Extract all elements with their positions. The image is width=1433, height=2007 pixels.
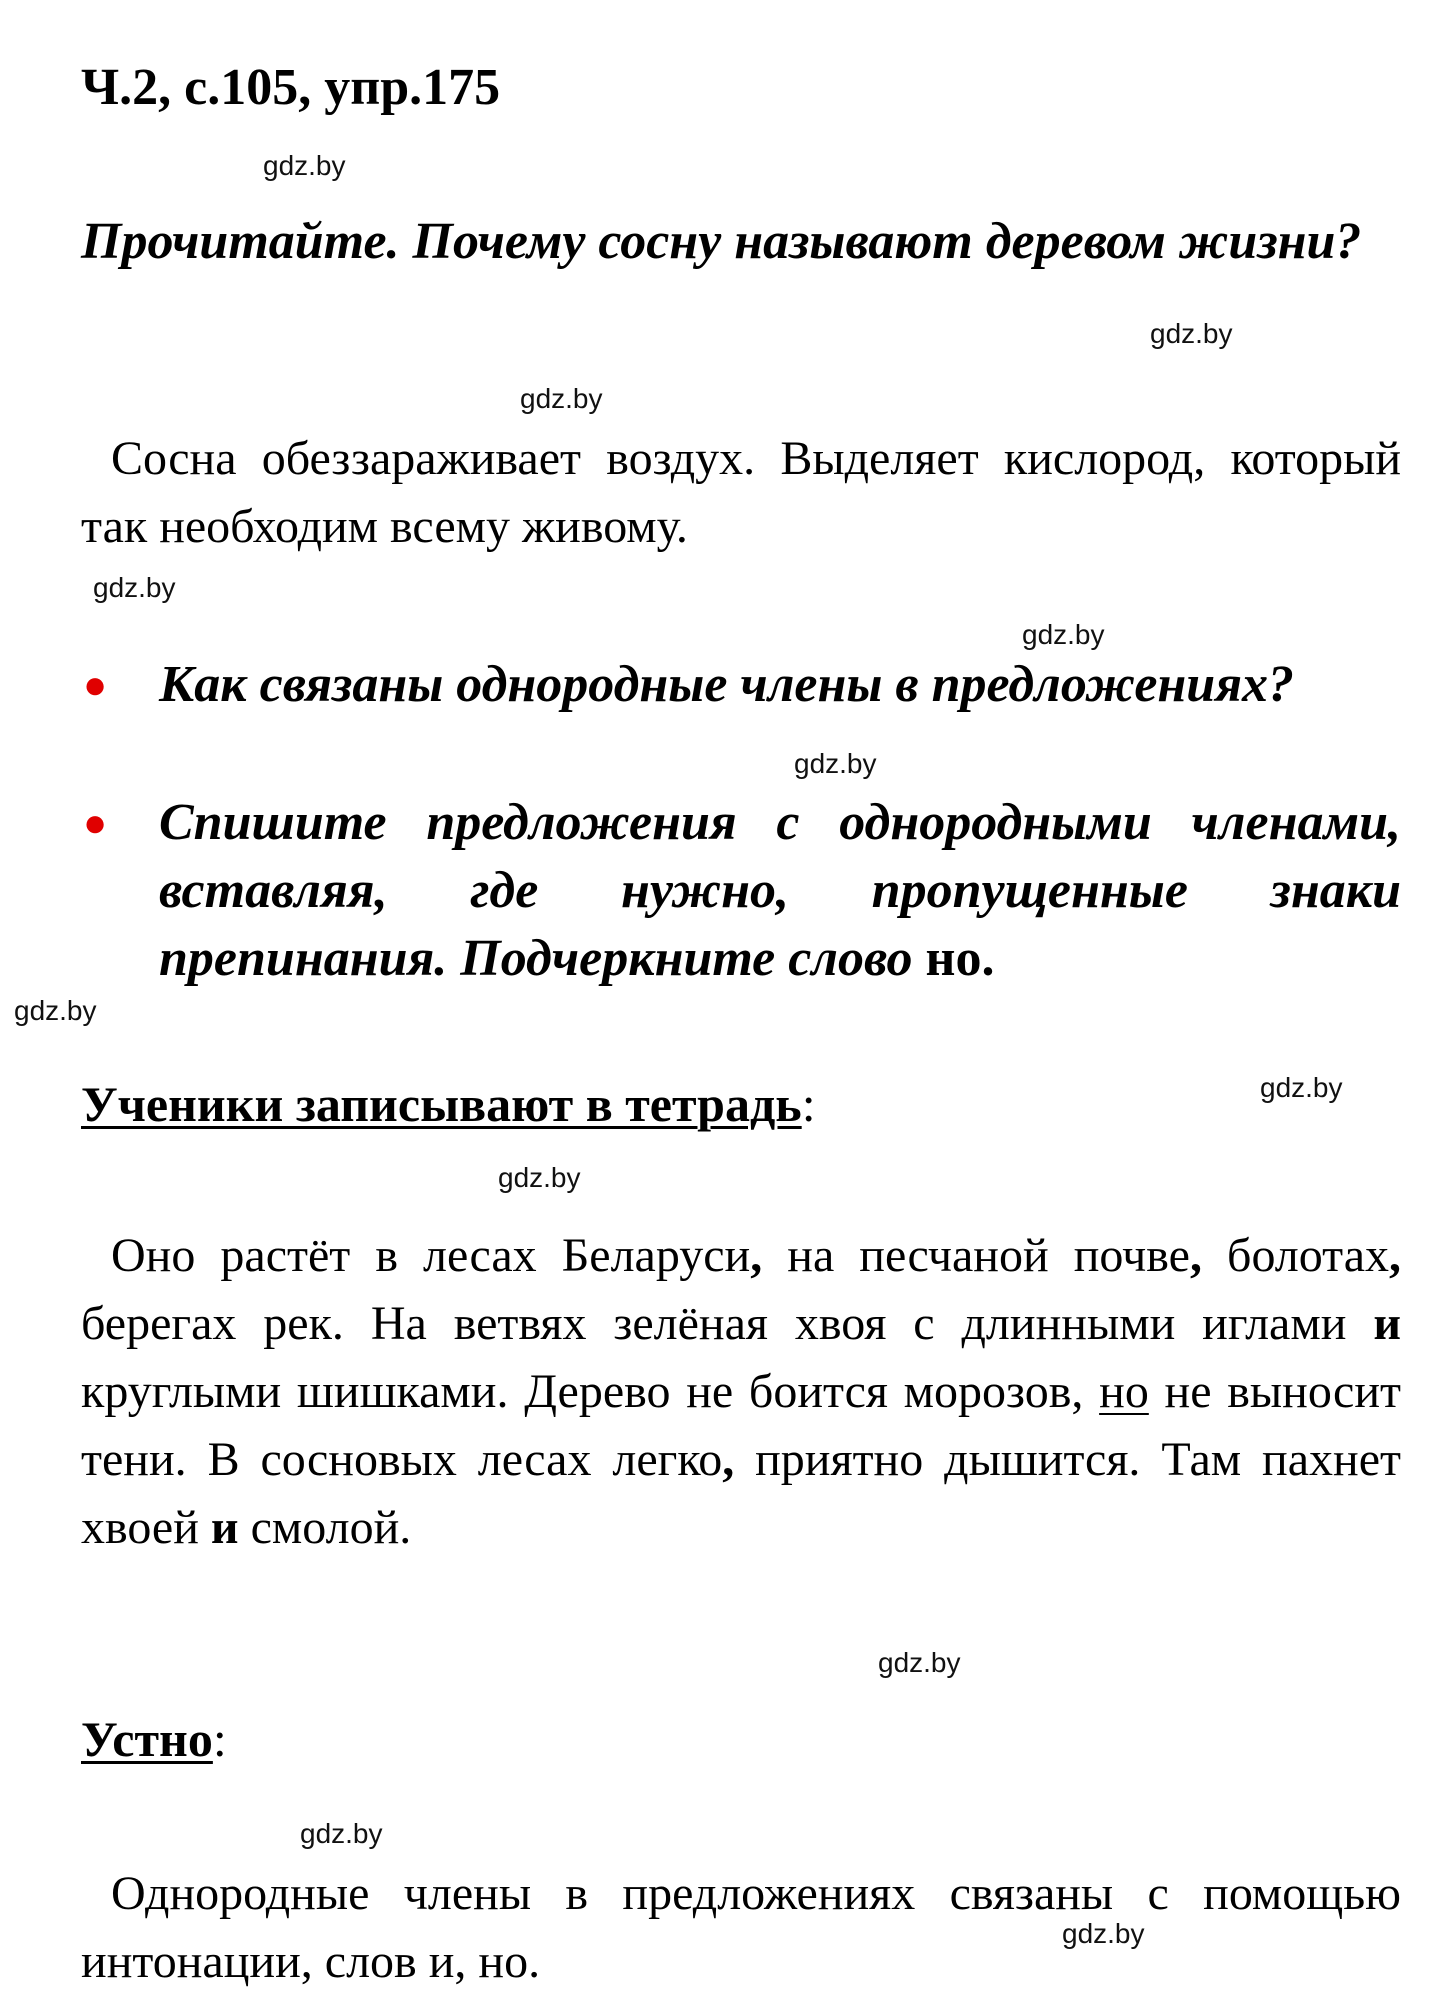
watermark: gdz.by [1150, 318, 1233, 349]
answer-text: смолой. [238, 1501, 412, 1554]
inserted-comma: , [1189, 1229, 1202, 1282]
inserted-comma: , [722, 1433, 735, 1486]
answer-text: на песчаной почве [762, 1229, 1190, 1282]
section-title: Устно [81, 1711, 213, 1767]
answer-text: круглыми шишками. Дерево не боится морозов, [81, 1365, 1100, 1418]
task-question: Прочитайте. Почему сосну называют деревом жизни? [81, 213, 1362, 270]
watermark: gdz.by [1260, 1072, 1343, 1103]
watermark: gdz.by [300, 1818, 383, 1849]
underlined-but: но [1099, 1365, 1149, 1418]
answer-text: Оно растёт в лесах Беларуси [111, 1229, 751, 1282]
watermark: gdz.by [878, 1647, 961, 1678]
section-colon: : [212, 1711, 227, 1767]
section-title: Ученики записывают в тетрадь [81, 1076, 802, 1132]
conjunction-and: и [210, 1501, 239, 1554]
watermark: gdz.by [1022, 619, 1105, 650]
answer-text: берегах рек. На ветвях зелёная хвоя с длинными иглами [81, 1297, 1374, 1350]
inserted-comma: , [1389, 1229, 1401, 1282]
intro-paragraph: Сосна обеззараживает воздух. Выделяет кислород, который так необходим всему живому. [81, 432, 1401, 553]
bullet-question-2 [81, 789, 1401, 993]
bullet-question-1-text: Как связаны однородные члены в предложениях? [159, 656, 1295, 713]
bullet-dot-icon: ● [83, 800, 108, 845]
watermark: gdz.by [93, 572, 176, 603]
answer-text: не выносит тени. В сосновых лесах легко [81, 1365, 1402, 1486]
watermark: gdz.by [794, 748, 877, 779]
keyword-no: но. [925, 930, 995, 987]
section-colon: : [801, 1076, 816, 1132]
bullet-question-1 [81, 651, 1401, 719]
watermark: gdz.by [520, 383, 603, 414]
oral-answer-paragraph: Однородные члены в предложениях связаны с помощью интонации, слов и, но. [81, 1867, 1401, 1988]
answer-text: болотах [1201, 1229, 1389, 1282]
bullet-question-2-text [159, 789, 1401, 993]
section-heading-notebook [81, 1075, 816, 1133]
watermark: gdz.by [1062, 1918, 1145, 1949]
answer-text: приятно дышится. Там пахнет хвоей [81, 1433, 1401, 1554]
bullet-dot-icon: ● [83, 662, 108, 707]
conjunction-and: и [1373, 1297, 1401, 1350]
bullet-question-2-main: Спишите предложения с однородными членами, вставляя, где нужно, пропущенные знаки препинания. Подчеркните слово [159, 794, 1401, 987]
inserted-comma: , [750, 1229, 763, 1282]
section-heading-oral [81, 1710, 227, 1768]
watermark: gdz.by [498, 1162, 581, 1193]
page-title: Ч.2, с.105, упр.175 [81, 59, 501, 116]
watermark: gdz.by [263, 150, 346, 181]
watermark: gdz.by [14, 995, 97, 1026]
answer-paragraph [81, 1222, 1401, 1562]
